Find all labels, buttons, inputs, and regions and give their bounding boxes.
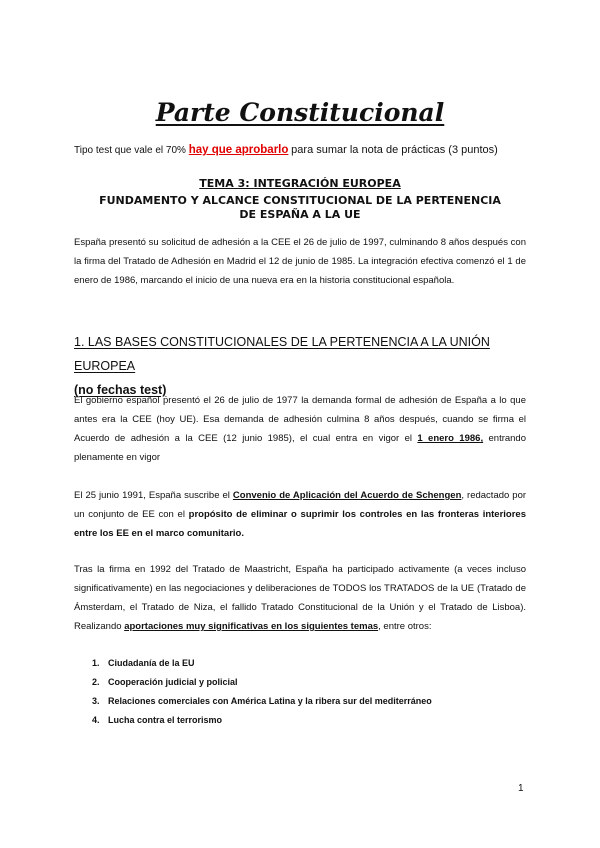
list-item: 2. Cooperación judicial y policial — [92, 677, 238, 687]
list-item: 1. Ciudadanía de la EU — [92, 658, 195, 668]
paragraph-tratados — [74, 560, 526, 636]
intro-prefix: Tipo test que vale el 70% — [74, 145, 186, 156]
list-item: 4. Lucha contra el terrorismo — [92, 715, 223, 725]
section-heading-note: (no fechas test) — [74, 383, 167, 397]
intro-highlight: hay que aprobarlo — [188, 144, 289, 156]
list-item: 3. Relaciones comerciales con América Latina y la ribera sur del mediterráneo — [92, 696, 432, 706]
fundamento-heading: FUNDAMENTO Y ALCANCE CONSTITUCIONAL DE LA PERTENENCIA DE ESPAÑA A LA UE — [99, 194, 501, 221]
paragraph-schengen-bold: propósito de eliminar o suprimir los controles en las fronteras interiores entre los EE en el marco comunitario. — [74, 509, 526, 539]
paragraph-adhesion — [74, 391, 526, 467]
paragraph-adhesion-text: El gobierno español presentó el 26 de julio de 1977 la demanda formal de adhesión de España a lo que antes era la CEE (hoy UE). Esa demanda de adhesión culmina 8 años después, cuando se firma el Acuerdo de adhesión a la CEE (12 junio 1985), el cual entra en vigor el — [74, 395, 526, 444]
topics-list — [92, 656, 432, 732]
tema-heading: TEMA 3: INTEGRACIÓN EUROPEA — [199, 177, 401, 190]
paragraph-tratados-end: , entre otros: — [378, 621, 432, 632]
intro-line — [74, 144, 498, 156]
paragraph-intro: España presentó su solicitud de adhesión a la CEE el 26 de julio de 1997, culminando 8 años después con la firma del Tratado de Adhesión en Madrid el 12 de junio de 1985. La integración efectiva comenzó el 1 de enero de 1986, marcando el inicio de una nueva era en la historia constitucional española. — [74, 237, 526, 286]
paragraph-schengen-convenio: Convenio de Aplicación del Acuerdo de Schengen — [232, 490, 462, 501]
paragraph-adhesion-end: entrando plenamente en vigor — [74, 433, 527, 463]
paragraph-tratados-text: Tras la firma en 1992 del Tratado de Maastricht, España ha participado activamente (a veces incluso significativamente) en las negociaciones y deliberaciones de TODOS los TRATADOS de la UE (Tratado de Ámsterdam, el Tratado de Niza, el fallido Tratado Constitucional de la Unión y el Tratado de Lisboa). Realizando — [74, 564, 526, 632]
page-number: 1 — [518, 783, 524, 794]
paragraph-schengen — [74, 486, 526, 543]
document-title: Parte Constitucional — [155, 98, 445, 127]
paragraph-schengen-middle: , redactado por un conjunto de EE con el — [74, 490, 527, 520]
paragraph-schengen-start: El 25 junio 1991, España suscribe el — [74, 490, 230, 501]
paragraph-adhesion-date: 1 enero 1986, — [417, 433, 484, 444]
paragraph-tratados-bold: aportaciones muy significativas en los siguientes temas — [124, 621, 379, 632]
intro-suffix: para sumar la nota de prácticas (3 puntos) — [291, 144, 498, 156]
section-heading-text: 1. LAS BASES CONSTITUCIONALES DE LA PERTENENCIA A LA UNIÓN EUROPEA — [74, 335, 490, 373]
